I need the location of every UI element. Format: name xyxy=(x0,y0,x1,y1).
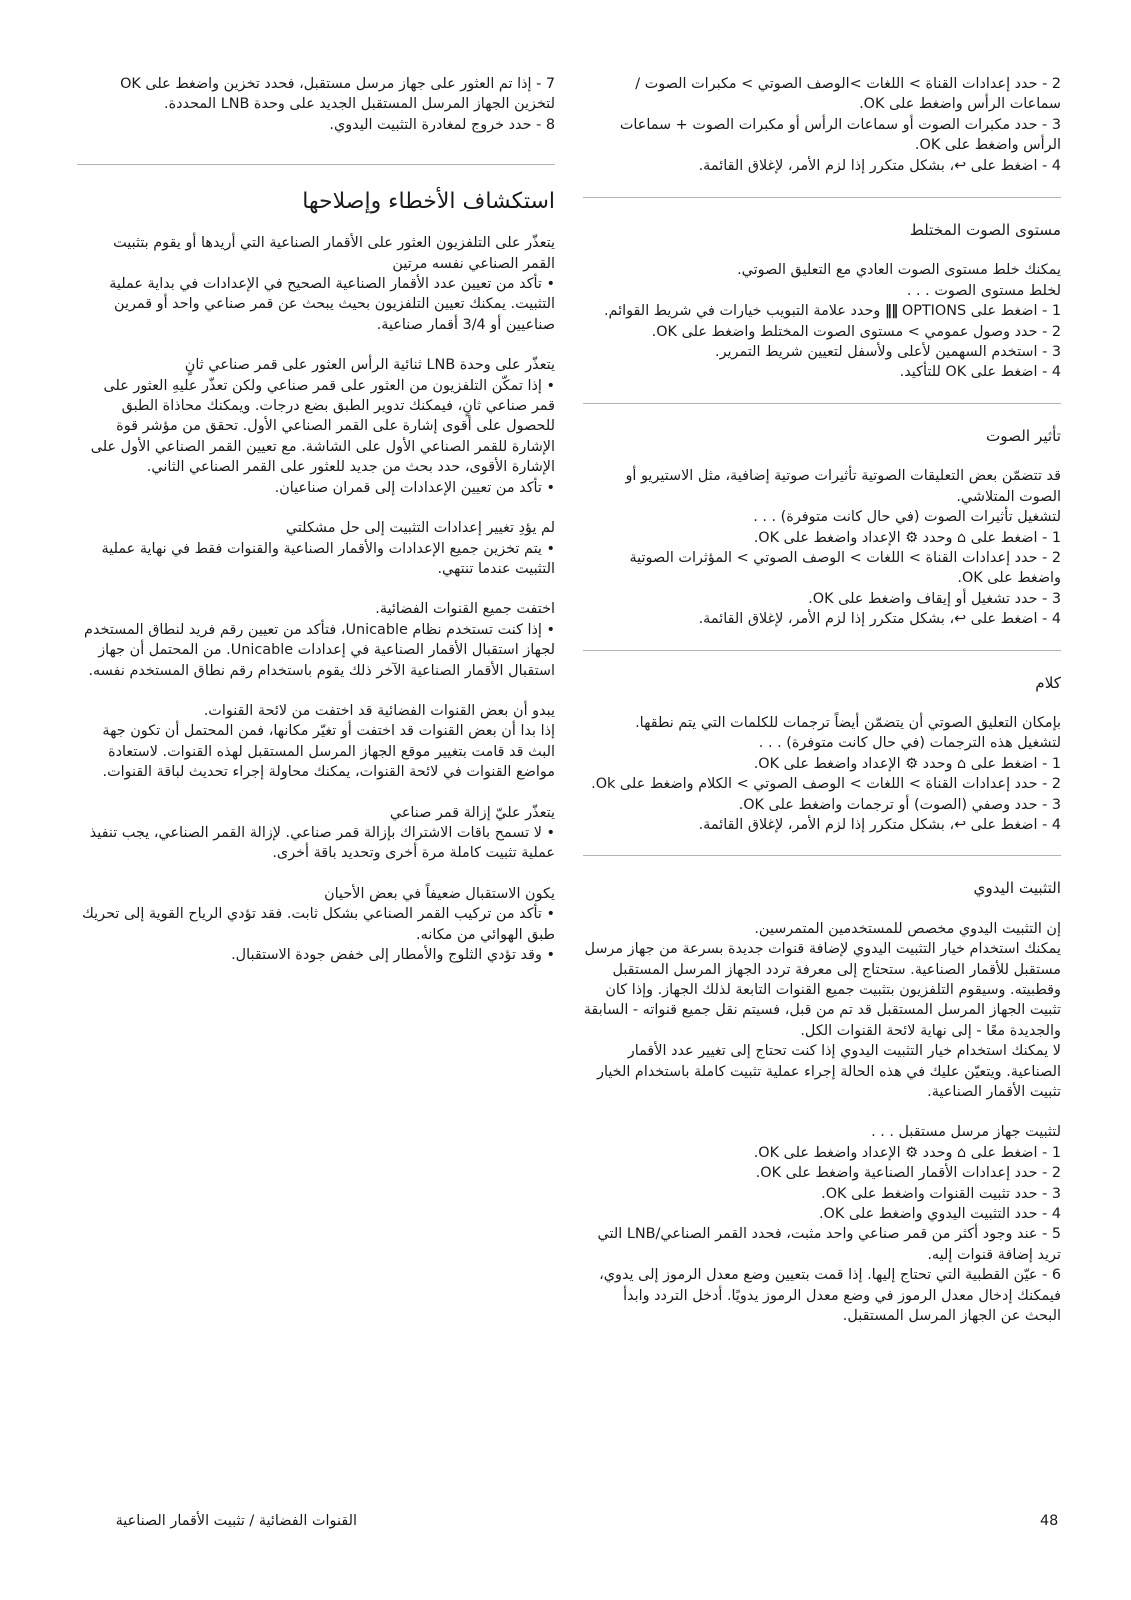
paragraph: لتشغيل تأثيرات الصوت (في حال كانت متوفرة) . . . xyxy=(753,509,1061,526)
section-divider xyxy=(583,650,1061,651)
block-heading: اختفت جميع القنوات الفضائية. xyxy=(375,601,555,618)
troubleshoot-block xyxy=(77,701,555,783)
right-column xyxy=(583,74,1061,1327)
list-item: • وقد تؤدي الثلوج والأمطار إلى خفض جودة الاستقبال. xyxy=(231,947,555,963)
list-item: إذا بدا أن بعض القنوات قد اختفت أو تغيّر مكانها، فمن المحتمل أن تكون جهة البث قد قامت بتغيير موقع الجهاز المرسل المستقبل لهذه القنوات. لاستعادة مواضع القنوات في لائحة القنوات، يمكنك محاولة إجراء تحديث لباقة القنوات. xyxy=(102,723,555,781)
page-number: 48 xyxy=(1040,1513,1059,1529)
list-item: 3 - حدد مكبرات الصوت أو سماعات الرأس أو مكبرات الصوت + سماعات الرأس واضغط على OK. xyxy=(619,116,1061,154)
list-item: 1 - اضغط على ⌂ وحدد ⚙ الإعداد واضغط على OK. xyxy=(753,755,1061,772)
list-item: 4 - اضغط على OK للتأكيد. xyxy=(899,364,1061,381)
section-divider xyxy=(77,164,555,165)
list-item: • تأكد من تعيين الإعدادات إلى قمران صناعيان. xyxy=(274,479,555,496)
list-item: 6 - عيّن القطبية التي تحتاج إليها. إذا قمت بتعيين وضع معدل الرموز إلى يدوي، فيمكنك إدخال معدل الرموز في وضع معدل الرموز يدويًا. أدخل التردد وابدأ البحث عن الجهاز المرسل المستقبل. xyxy=(599,1267,1061,1325)
list-item: • إذا تمكّن التلفزيون من العثور على قمر صناعي ولكن تعذّر عليهِ العثور على قمر صناعي ثانٍ، فيمكنك تدوير الطبق بضع درجات. ويمكنك محاذاة الطبق للحصول على أقوى إشارة على القمر الصناعي الأول. تحقق من مؤشر قوة الإشارة للقمر الصناعي الأول على الشاشة. مع تعيين القمر الصناعي الأول على الإشارة الأقوى، حدد بحث من جديد للعثور على القمر الصناعي الثاني. xyxy=(90,377,555,476)
step-text: 1 - اضغط على xyxy=(970,303,1061,320)
section-title: كلام xyxy=(1035,673,1061,692)
troubleshoot-block xyxy=(77,803,555,864)
paragraph: بإمكان التعليق الصوتي أن يتضمّن أيضاً ترجمات للكلمات التي يتم نطقها. xyxy=(635,714,1061,731)
list-item xyxy=(583,301,1061,321)
section-title: التثبيت اليدوي xyxy=(973,879,1061,898)
list-item: 3 - حدد وصفي (الصوت) أو ترجمات واضغط على OK. xyxy=(738,796,1061,813)
list-item: • تأكد من تعيين عدد الأقمار الصناعية الصحيح في الإعدادات في بداية عملية التثبيت. يمكنك تعيين التلفزيون بحيث يبحث عن قمر صناعي واحد أو قمرين صناعيين أو 3/4 أقمار صناعية. xyxy=(109,276,555,333)
options-label: ‖‖ OPTIONS xyxy=(884,303,967,320)
left-column xyxy=(77,74,555,965)
list-item: 2 - حدد إعدادات القناة > اللغات > الوصف الصوتي > الكلام واضغط على Ok. xyxy=(591,776,1061,793)
paragraph: قد تتضمّن بعض التعليقات الصوتية تأثيرات صوتية إضافية، مثل الاستيريو أو الصوت المتلاشي. xyxy=(625,468,1061,505)
sound-effect-section xyxy=(583,426,1061,630)
block-heading: يتعذّر على التلفزيون العثور على الأقمار الصناعية التي أريدها أو يقوم بتثبيت القمر الصناعي نفسه مرتين xyxy=(113,235,555,272)
list-item: 4 - اضغط على ↩، بشكل متكرر إذا لزم الأمر، لإغلاق القائمة. xyxy=(698,157,1061,174)
list-item: 7 - إذا تم العثور على جهاز مرسل مستقبل، فحدد تخزين واضغط على OK لتخزين الجهاز المرسل المستقبل الجديد على وحدة LNB المحددة. xyxy=(120,76,555,113)
block-heading: يتعذّر على وحدة LNB ثنائية الرأس العثور على قمر صناعي ثانٍ xyxy=(184,357,555,374)
block-heading: لم يؤدِ تغيير إعدادات التثبيت إلى حل مشكلتي xyxy=(285,520,555,537)
block-heading: يتعذّر عليّ إزالة قمر صناعي xyxy=(389,804,555,821)
troubleshoot-block xyxy=(77,355,555,498)
section-divider xyxy=(583,197,1061,198)
options-icon: ‖‖ xyxy=(884,303,898,320)
paragraph: لتثبيت جهاز مرسل مستقبل . . . xyxy=(871,1124,1061,1141)
list-item: 2 - حدد إعدادات الأقمار الصناعية واضغط على OK. xyxy=(755,1165,1061,1182)
paragraph: لخلط مستوى الصوت . . . xyxy=(906,282,1061,299)
section-title: مستوى الصوت المختلط xyxy=(909,221,1061,240)
list-item: 5 - عند وجود أكثر من قمر صناعي واحد مثبت، فحدد القمر الصناعي/LNB التي تريد إضافة قنوات إليه. xyxy=(597,1226,1061,1263)
section-title: استكشاف الأخطاء وإصلاحها xyxy=(302,189,555,215)
list-item: • تأكد من تركيب القمر الصناعي بشكل ثابت. فقد تؤدي الرياح القوية إلى تحريك طبق الهوائي من مكانه. xyxy=(82,906,555,943)
list-item: 8 - حدد خروج لمغادرة التثبيت اليدوي. xyxy=(329,116,555,133)
list-item: • يتم تخزين جميع الإعدادات والأقمار الصناعية والقنوات فقط في نهاية عملية التثبيت عندما تنتهي. xyxy=(101,540,555,577)
block-heading: يكون الاستقبال ضعيفاً في بعض الأحيان xyxy=(324,885,555,902)
right-top-steps xyxy=(583,74,1061,176)
list-item: 3 - حدد تثبيت القنوات واضغط على OK. xyxy=(821,1185,1061,1202)
speech-section xyxy=(583,673,1061,836)
list-item: 3 - استخدم السهمين لأعلى ولأسفل لتعيين شريط التمرير. xyxy=(715,344,1061,361)
troubleshoot-block xyxy=(77,233,555,335)
section-divider xyxy=(583,403,1061,404)
troubleshoot-block xyxy=(77,599,555,681)
step-text: وحدد علامة التبويب خيارات في شريط القوائم. xyxy=(603,303,881,320)
footer-title: القنوات الفضائية / تثبيت الأقمار الصناعية xyxy=(115,1513,357,1529)
list-item: 4 - اضغط على ↩، بشكل متكرر إذا لزم الأمر، لإغلاق القائمة. xyxy=(698,611,1061,628)
troubleshoot-block xyxy=(77,518,555,579)
list-item: 2 - حدد وصول عمومي > مستوى الصوت المختلط واضغط على OK. xyxy=(651,323,1061,340)
list-item: 4 - اضغط على ↩، بشكل متكرر إذا لزم الأمر، لإغلاق القائمة. xyxy=(698,816,1061,833)
section-divider xyxy=(583,855,1061,856)
left-top-steps xyxy=(77,74,555,135)
paragraph: لا يمكنك استخدام خيار التثبيت اليدوي إذا كنت تحتاج إلى تغيير عدد الأقمار الصناعية. ويتعيّن عليك في هذه الحالة إجراء عملية تثبيت كاملة باستخدام الخيار تثبيت الأقمار الصناعية. xyxy=(597,1043,1061,1101)
mixed-volume-section xyxy=(583,220,1061,383)
list-item: 2 - حدد إعدادات القناة > اللغات >الوصف الصوتي > مكبرات الصوت / سماعات الرأس واضغط على OK. xyxy=(635,76,1061,113)
troubleshoot-block xyxy=(77,884,555,966)
section-title: تأثير الصوت xyxy=(985,426,1061,445)
block-heading: يبدو أن بعض القنوات الفضائية قد اختفت من لائحة القنوات. xyxy=(203,702,555,719)
list-item: 1 - اضغط على ⌂ وحدد ⚙ الإعداد واضغط على OK. xyxy=(753,529,1061,546)
list-item: • إذا كنت تستخدم نظام Unicable، فتأكد من تعيين رقم فريد لنطاق المستخدم لجهاز استقبال الأقمار الصناعية في إعدادات Unicable. من المحتمل أن جهاز استقبال الأقمار الصناعية الآخر ذلك يقوم باستخدام رقم نطاق المستخدم نفسه. xyxy=(84,621,555,679)
list-item: 3 - حدد تشغيل أو إيقاف واضغط على OK. xyxy=(808,590,1061,607)
list-item: • لا تسمح باقات الاشتراك بإزالة قمر صناعي. لإزالة القمر الصناعي، يجب تنفيذ عملية تثبيت كاملة مرة أخرى وتحديد باقة أخرى. xyxy=(89,824,555,862)
paragraph: لتشغيل هذه الترجمات (في حال كانت متوفرة) . . . xyxy=(758,735,1061,752)
manual-install-section xyxy=(583,878,1061,1326)
paragraph: إن التثبيت اليدوي مخصص للمستخدمين المتمرسين. xyxy=(754,920,1061,937)
paragraph: يمكنك خلط مستوى الصوت العادي مع التعليق الصوتي. xyxy=(737,262,1061,279)
troubleshoot-section xyxy=(77,187,555,965)
list-item: 1 - اضغط على ⌂ وحدد ⚙ الإعداد واضغط على OK. xyxy=(753,1144,1061,1161)
list-item: 2 - حدد إعدادات القناة > اللغات > الوصف الصوتي > المؤثرات الصوتية واضغط على OK. xyxy=(629,549,1061,587)
paragraph: يمكنك استخدام خيار التثبيت اليدوي لإضافة قنوات جديدة بسرعة من جهاز مرسل مستقبل للأقمار الصناعية. ستحتاج إلى معرفة تردد الجهاز المرسل المستقبل وقطبيته. وسيقوم التلفزيون بتثبيت جميع القنوات التابعة لذلك الجهاز. وإذا كان تثبيت الجهاز المرسل المستقبل قد تم من قبل، فسيتم نقل جميع قنواته - السابقة والجديدة معًا - إلى نهاية لائحة القنوات الكل. xyxy=(583,941,1061,1039)
list-item: 4 - حدد التثبيت اليدوي واضغط على OK. xyxy=(818,1206,1061,1223)
